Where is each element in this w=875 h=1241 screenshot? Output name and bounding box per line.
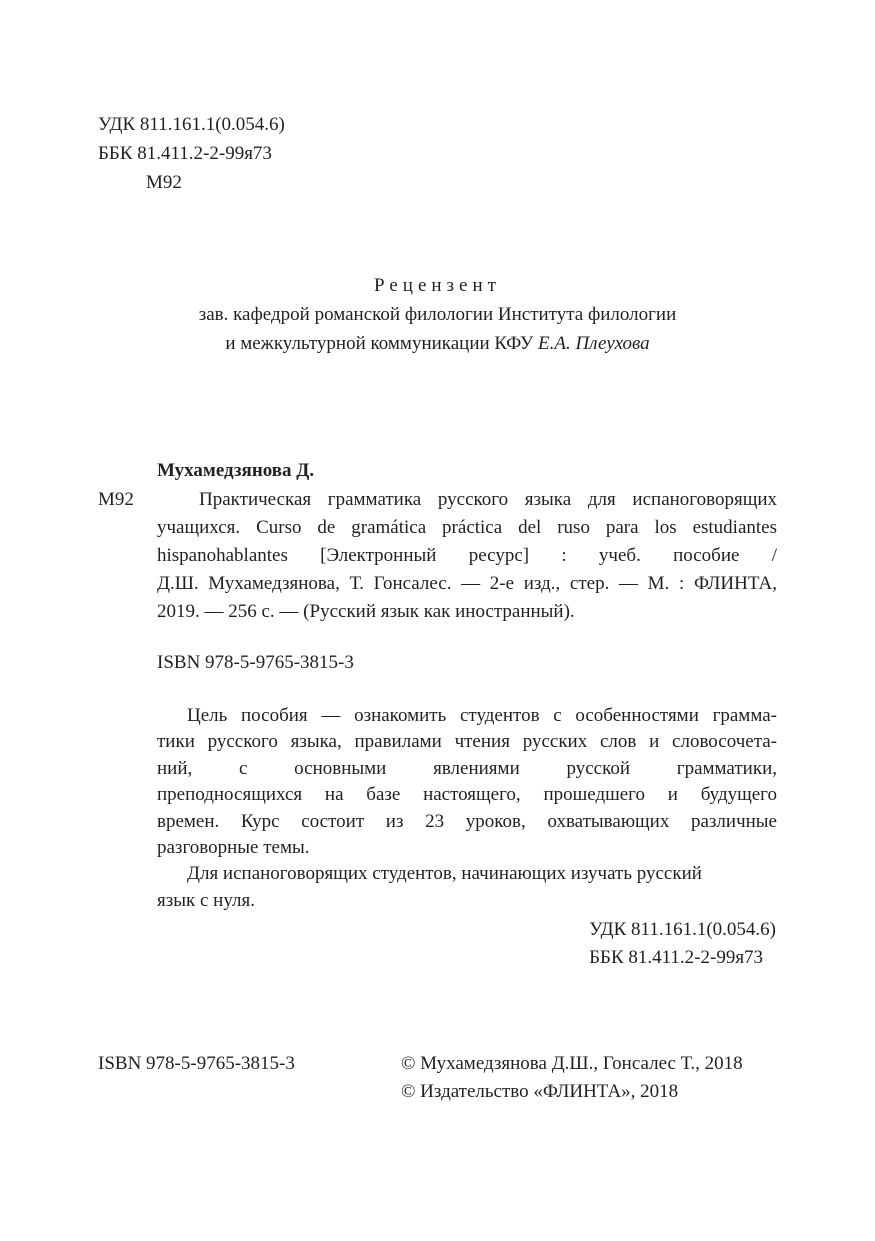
- reviewer-block: [0, 271, 875, 358]
- udk-code: УДК 811.161.1(0.054.6): [98, 114, 285, 135]
- entry-sign: М92: [98, 489, 134, 510]
- author-sign: М92: [146, 172, 182, 193]
- entry-isbn: ISBN 978-5-9765-3815-3: [157, 652, 354, 673]
- bibliographic-description: [157, 486, 777, 626]
- annotation-line: времен. Курс состоит из 23 уроков, охватывающих различные: [157, 810, 777, 832]
- annotation-line: Для испаноговорящих студентов, начинающих изучать русский: [187, 863, 702, 885]
- annotation-line: язык с нуля.: [157, 889, 255, 911]
- reviewer-name: Е.А. Плеухова: [538, 333, 650, 354]
- reviewer-title: Рецензент: [374, 275, 501, 296]
- footer-isbn: ISBN 978-5-9765-3815-3: [98, 1053, 295, 1074]
- reviewer-position: зав. кафедрой романской филологии Института филологии: [198, 304, 677, 325]
- annotation: [157, 703, 777, 914]
- biblio-line: Практическая грамматика русского языка для испаноговорящих: [199, 489, 777, 510]
- entry-author: Мухамедзянова Д.: [157, 460, 315, 481]
- copyright-block: [401, 1050, 743, 1106]
- annotation-line: разговорные темы.: [157, 836, 310, 858]
- classification-codes: [98, 110, 285, 197]
- annotation-bbk: ББК 81.411.2-2-99я73: [589, 947, 764, 968]
- annotation-line: Цель пособия — ознакомить студентов с особенностями грамма-: [187, 705, 777, 726]
- bbk-code: ББК 81.411.2-2-99я73: [98, 143, 272, 164]
- annotation-udk: УДК 811.161.1(0.054.6): [589, 919, 776, 940]
- biblio-line: Д.Ш. Мухамедзянова, Т. Гонсалес. — 2-е изд., стер. — М. : ФЛИНТА,: [157, 573, 777, 594]
- biblio-line: учащихся. Curso de gramática práctica del ruso para los estudiantes: [157, 517, 777, 538]
- biblio-line: 2019. — 256 с. — (Русский язык как иностранный).: [157, 601, 575, 622]
- annotation-codes: [589, 916, 776, 972]
- biblio-line: hispanohablantes [Электронный ресурс] : учеб. пособие /: [157, 545, 777, 566]
- annotation-line: ний, с основными явлениями русской грамматики,: [157, 757, 777, 779]
- copyright-authors: © Мухамедзянова Д.Ш., Гонсалес Т., 2018: [401, 1053, 743, 1074]
- reviewer-affiliation-text: и межкультурной коммуникации КФУ: [225, 333, 539, 354]
- reviewer-affiliation: [0, 329, 875, 358]
- annotation-line: преподносящихся на базе настоящего, прошедшего и будущего: [157, 784, 777, 806]
- annotation-line: тики русского языка, правилами чтения русских слов и словосочета-: [157, 731, 777, 753]
- copyright-publisher: © Издательство «ФЛИНТА», 2018: [401, 1081, 679, 1102]
